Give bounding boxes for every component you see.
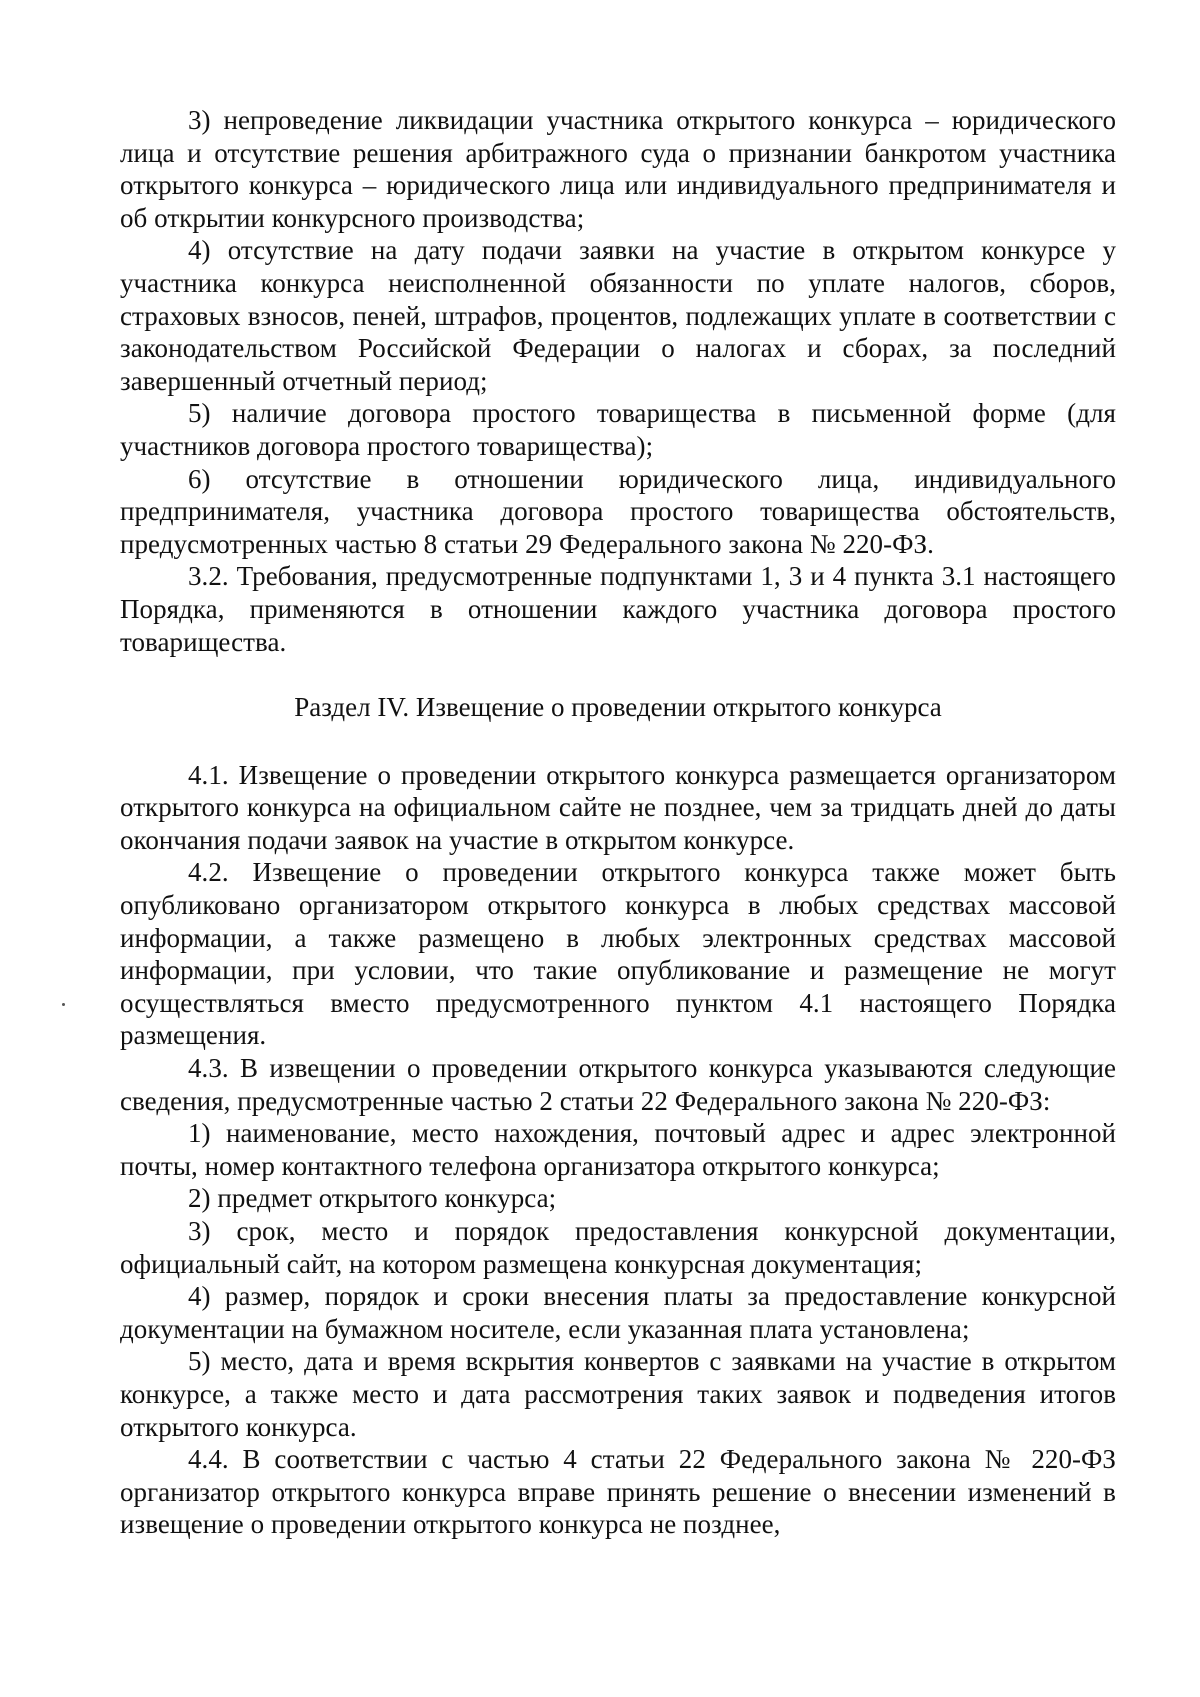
scan-speck: [62, 1003, 65, 1006]
paragraph-4-3-item-3: 3) срок, место и порядок предоставления конкурсной документации, официальный сайт, на котором размещена конкурсная документация;: [120, 1216, 1116, 1279]
paragraph-4-2: 4.2. Извещение о проведении открытого конкурса также может быть опубликовано организатором открытого конкурса в любых средствах массовой информации, а также размещено в любых электронных средствах массовой информации, при условии, что такие опубликование и размещение не могут осуществляться вместо предусмотренного пунктом 4.1 настоящего Порядка размещения.: [120, 857, 1116, 1051]
paragraph-3-1-item-6: 6) отсутствие в отношении юридического лица, индивидуального предпринимателя, участника договора простого товарищества обстоятельств, предусмотренных частью 8 статьи 29 Федерального закона № 220-ФЗ.: [120, 463, 1116, 559]
paragraph-3-2: 3.2. Требования, предусмотренные подпунктами 1, 3 и 4 пункта 3.1 настоящего Порядка, применяются в отношении каждого участника договора простого товарищества.: [120, 561, 1116, 657]
paragraph-3-1-item-5: 5) наличие договора простого товарищества в письменной форме (для участников договора простого товарищества);: [120, 398, 1116, 461]
paragraph-4-3-item-5: 5) место, дата и время вскрытия конвертов с заявками на участие в открытом конкурсе, а также место и дата рассмотрения таких заявок и подведения итогов открытого конкурса.: [120, 1346, 1116, 1442]
paragraph-4-1: 4.1. Извещение о проведении открытого конкурса размещается организатором открытого конкурса на официальном сайте не позднее, чем за тридцать дней до даты окончания подачи заявок на участие в открытом конкурсе.: [120, 759, 1116, 855]
paragraph-4-3-item-2: 2) предмет открытого конкурса;: [188, 1183, 557, 1214]
document-page: [120, 104, 1116, 1541]
paragraph-3-1-item-4: 4) отсутствие на дату подачи заявки на участие в открытом конкурсе у участника конкурса неисполненной обязанности по уплате налогов, сборов, страховых взносов, пеней, штрафов, процентов, подлежащих уплате в соответствии с законодательством Российской Федерации о налогах и сборах, за последний завершенный отчетный период;: [120, 235, 1116, 396]
paragraph-4-4: 4.4. В соответствии с частью 4 статьи 22 Федерального закона № 220-ФЗ организатор открытого конкурса вправе принять решение о внесении изменений в извещение о проведении открытого конкурса не позднее,: [120, 1444, 1116, 1540]
paragraph-4-3-item-1: 1) наименование, место нахождения, почтовый адрес и адрес электронной почты, номер контактного телефона организатора открытого конкурса;: [120, 1118, 1116, 1181]
paragraph-4-3-item-4: 4) размер, порядок и сроки внесения платы за предоставление конкурсной документации на бумажном носителе, если указанная плата установлена;: [120, 1281, 1116, 1344]
section-4-heading: Раздел IV. Извещение о проведении открытого конкурса: [294, 692, 942, 723]
paragraph-3-1-item-3: 3) непроведение ликвидации участника открытого конкурса – юридического лица и отсутствие решения арбитражного суда о признании банкротом участника открытого конкурса – юридического лица или индивидуального предпринимателя и об открытии конкурсного производства;: [120, 105, 1116, 233]
paragraph-4-3: 4.3. В извещении о проведении открытого конкурса указываются следующие сведения, предусмотренные частью 2 статьи 22 Федерального закона № 220-ФЗ:: [120, 1053, 1116, 1116]
